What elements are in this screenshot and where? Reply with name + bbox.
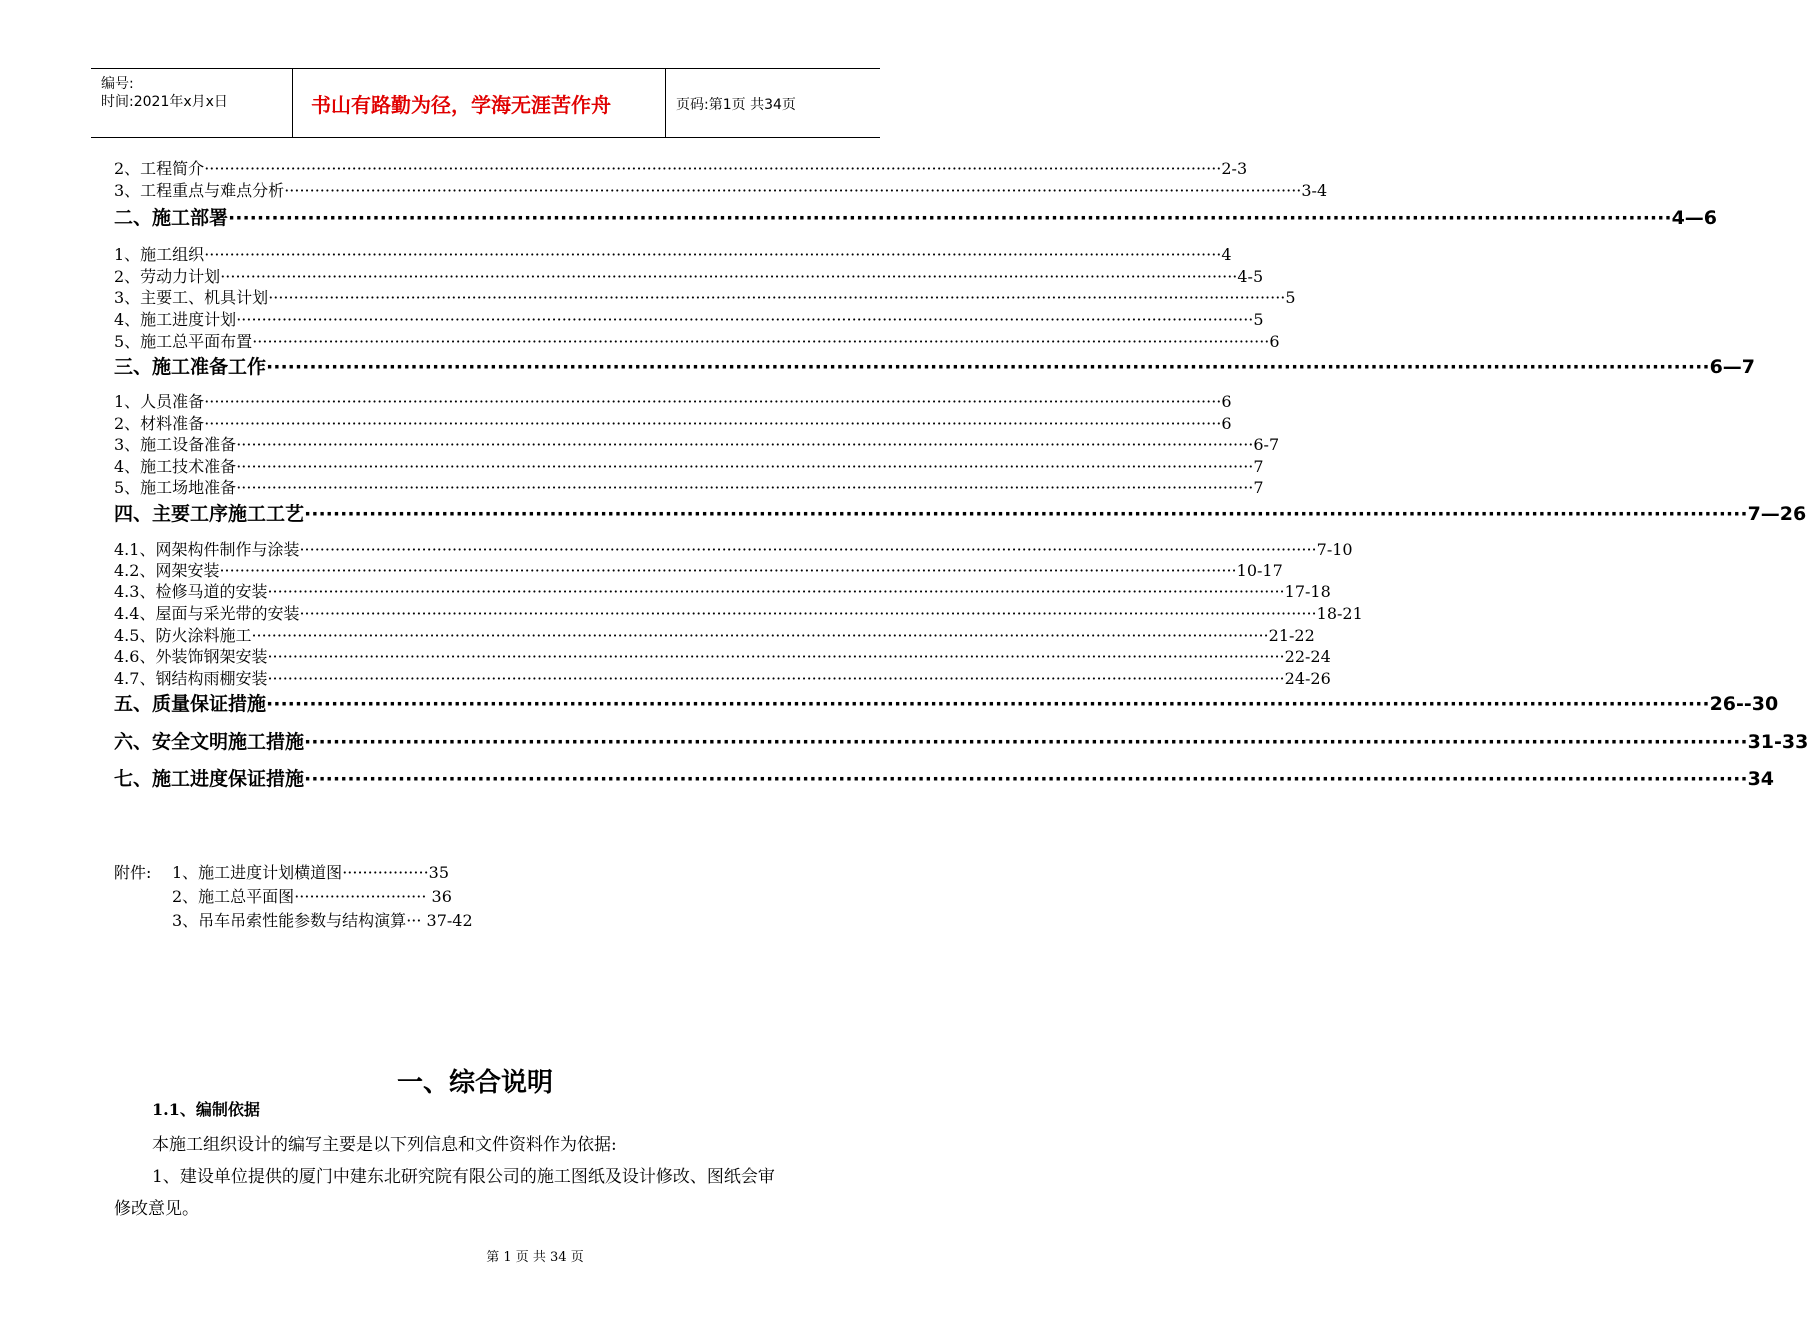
- toc-dot-leader: ········································································································································································································: [236, 478, 1254, 497]
- appendix-dot-leader: ···: [406, 911, 427, 930]
- toc-entry-title: 4.1、网架构件制作与涂装: [114, 540, 300, 559]
- toc-entry-row: [114, 579, 1331, 602]
- toc-entry-page: 6: [1269, 332, 1280, 351]
- time-label: 时间:2021年x月x日: [101, 94, 228, 110]
- toc-entry-title: 2、劳动力计划: [114, 267, 221, 286]
- appendix-dot-leader: ··························: [294, 887, 432, 906]
- toc-entry-row: [114, 242, 1232, 265]
- section-subheading: 1.1、编制依据: [152, 1100, 260, 1119]
- page-footer: [0, 1246, 950, 1265]
- toc-dot-leader: ········································································································································································································: [251, 626, 1269, 645]
- toc-entry-page: 3-4: [1301, 181, 1328, 200]
- toc-entry-row: [114, 537, 1353, 560]
- toc-entry-title: 4.6、外装饰钢架安装: [114, 647, 268, 666]
- appendix-item-page: 35: [428, 863, 450, 882]
- toc-dot-leader: ········································································································································································································: [204, 392, 1222, 411]
- toc-entry-page: 4-5: [1237, 267, 1264, 286]
- toc-entry-title: 4.2、网架安装: [114, 561, 220, 580]
- toc-entry-title: 3、施工设备准备: [114, 435, 237, 454]
- toc-entry-page: 31-33: [1747, 731, 1808, 753]
- page-header: [91, 68, 880, 138]
- toc-entry-row: [114, 623, 1315, 646]
- toc-entry-title: 2、材料准备: [114, 414, 205, 433]
- appendix-item-text: 1、施工进度计划横道图: [172, 863, 343, 882]
- toc-entry-row: [114, 156, 1248, 179]
- toc-entry-page: 7-10: [1316, 540, 1353, 559]
- toc-entry-title: 三、施工准备工作: [114, 356, 267, 378]
- toc-entry-title: 六、安全文明施工措施: [114, 731, 305, 753]
- toc-entry-page: 5: [1285, 288, 1296, 307]
- toc-entry-row: [114, 454, 1264, 477]
- toc-entry-page: 21-22: [1268, 626, 1315, 645]
- appendix-item-text: 2、施工总平面图: [172, 887, 295, 906]
- toc-entry-title: 4、施工进度计划: [114, 310, 237, 329]
- toc-dot-leader: ········································································································································································································: [304, 731, 1748, 753]
- toc-entry-page: 5: [1253, 310, 1264, 329]
- toc-dot-leader: ········································································································································································································: [266, 356, 1710, 378]
- toc-entry-title: 4.7、钢结构雨棚安装: [114, 669, 268, 688]
- toc-entry-row: [114, 666, 1331, 689]
- toc-dot-leader: ········································································································································································································: [220, 267, 1238, 286]
- toc-dot-leader: ········································································································································································································: [267, 582, 1285, 601]
- appendix-dot-leader: ·················: [342, 863, 429, 882]
- toc-entry-page: 6-7: [1253, 435, 1280, 454]
- toc-chapter-row: [114, 764, 1775, 791]
- toc-entry-title: 3、主要工、机具计划: [114, 288, 269, 307]
- toc-entry-row: [114, 601, 1363, 624]
- toc-entry-title: 七、施工进度保证措施: [114, 768, 305, 790]
- appendix-item-text: 3、吊车吊索性能参数与结构演算: [172, 911, 407, 930]
- toc-entry-page: 17-18: [1284, 582, 1331, 601]
- toc-entry-row: [114, 644, 1331, 667]
- toc-entry-row: [114, 475, 1264, 498]
- toc-entry-row: [114, 178, 1328, 201]
- appendix-item: [172, 908, 473, 931]
- toc-entry-row: [114, 558, 1283, 581]
- appendix-label: 附件:: [114, 863, 152, 882]
- toc-entry-page: 4—6: [1671, 207, 1718, 229]
- toc-chapter-row: [114, 689, 1779, 716]
- toc-dot-leader: ········································································································································································································: [204, 159, 1222, 178]
- toc-entry-page: 10-17: [1236, 561, 1283, 580]
- header-motto-cell: [293, 69, 666, 137]
- toc-entry-page: 7: [1253, 478, 1264, 497]
- toc-entry-page: 7—26: [1747, 503, 1807, 525]
- toc-entry-page: 7: [1253, 457, 1264, 476]
- toc-entry-row: [114, 264, 1264, 287]
- toc-dot-leader: ········································································································································································································: [267, 647, 1285, 666]
- toc-entry-title: 5、施工总平面布置: [114, 332, 253, 351]
- toc-chapter-row: [114, 727, 1808, 754]
- toc-entry-row: [114, 307, 1264, 330]
- body-paragraph: 修改意见。: [114, 1199, 199, 1219]
- appendix-item-page: 36: [431, 887, 452, 906]
- toc-dot-leader: ········································································································································································································: [228, 207, 1672, 229]
- toc-chapter-row: [114, 203, 1718, 230]
- body-paragraph: 本施工组织设计的编写主要是以下列信息和文件资料作为依据:: [152, 1135, 617, 1155]
- toc-chapter-row: [114, 352, 1756, 379]
- toc-entry-title: 二、施工部署: [114, 207, 229, 229]
- toc-entry-title: 3、工程重点与难点分析: [114, 181, 285, 200]
- appendix-item-page: 37-42: [426, 911, 473, 930]
- toc-entry-page: 18-21: [1316, 604, 1363, 623]
- toc-dot-leader: ········································································································································································································: [252, 332, 1270, 351]
- toc-entry-page: 22-24: [1284, 647, 1331, 666]
- toc-entry-page: 6—7: [1709, 356, 1756, 378]
- toc-entry-page: 24-26: [1284, 669, 1331, 688]
- toc-dot-leader: ········································································································································································································: [304, 503, 1748, 525]
- toc-entry-page: 6: [1221, 414, 1232, 433]
- toc-entry-page: 34: [1747, 768, 1775, 790]
- toc-dot-leader: ········································································································································································································: [268, 288, 1286, 307]
- section-title: 一、综合说明: [396, 1068, 553, 1098]
- toc-entry-title: 四、主要工序施工工艺: [114, 503, 305, 525]
- appendix-item: [172, 860, 449, 883]
- footer-page-number: 第 1 页 共 34 页: [486, 1250, 584, 1265]
- toc-entry-title: 5、施工场地准备: [114, 478, 237, 497]
- toc-dot-leader: ········································································································································································································: [219, 561, 1237, 580]
- header-meta-cell: [91, 69, 293, 137]
- toc-entry-page: 26--30: [1709, 693, 1779, 715]
- toc-dot-leader: ········································································································································································································: [267, 669, 1285, 688]
- toc-entry-page: 6: [1221, 392, 1232, 411]
- toc-chapter-row: [114, 499, 1807, 526]
- toc-entry-title: 1、施工组织: [114, 245, 205, 264]
- toc-dot-leader: ········································································································································································································: [236, 310, 1254, 329]
- toc-dot-leader: ········································································································································································································: [299, 540, 1317, 559]
- body-paragraph: 1、建设单位提供的厦门中建东北研究院有限公司的施工图纸及设计修改、图纸会审: [152, 1167, 775, 1187]
- toc-dot-leader: ········································································································································································································: [266, 693, 1710, 715]
- toc-entry-title: 4.3、检修马道的安装: [114, 582, 268, 601]
- toc-dot-leader: ········································································································································································································: [236, 435, 1254, 454]
- toc-entry-page: 4: [1221, 245, 1232, 264]
- toc-dot-leader: ········································································································································································································: [304, 768, 1748, 790]
- appendix-item: [172, 884, 452, 907]
- toc-dot-leader: ········································································································································································································: [204, 414, 1222, 433]
- toc-dot-leader: ········································································································································································································: [284, 181, 1302, 200]
- toc-entry-title: 五、质量保证措施: [114, 693, 267, 715]
- toc-entry-title: 2、工程简介: [114, 159, 205, 178]
- number-label: 编号:: [101, 76, 134, 92]
- toc-entry-title: 4.4、屋面与采光带的安装: [114, 604, 300, 623]
- toc-entry-title: 4.5、防火涂料施工: [114, 626, 252, 645]
- toc-dot-leader: ········································································································································································································: [299, 604, 1317, 623]
- toc-dot-leader: ········································································································································································································: [204, 245, 1222, 264]
- toc-entry-row: [114, 389, 1232, 412]
- toc-entry-row: [114, 411, 1232, 434]
- toc-entry-row: [114, 285, 1296, 308]
- header-page-cell: [666, 69, 880, 137]
- toc-entry-row: [114, 432, 1280, 455]
- toc-dot-leader: ········································································································································································································: [236, 457, 1254, 476]
- toc-entry-page: 2-3: [1221, 159, 1248, 178]
- toc-entry-title: 1、人员准备: [114, 392, 205, 411]
- motto-text: 书山有路勤为径，学海无涯苦作舟: [311, 93, 611, 117]
- page-info: 页码:第1页 共34页: [676, 97, 796, 113]
- toc-entry-title: 4、施工技术准备: [114, 457, 237, 476]
- toc-entry-row: [114, 329, 1280, 352]
